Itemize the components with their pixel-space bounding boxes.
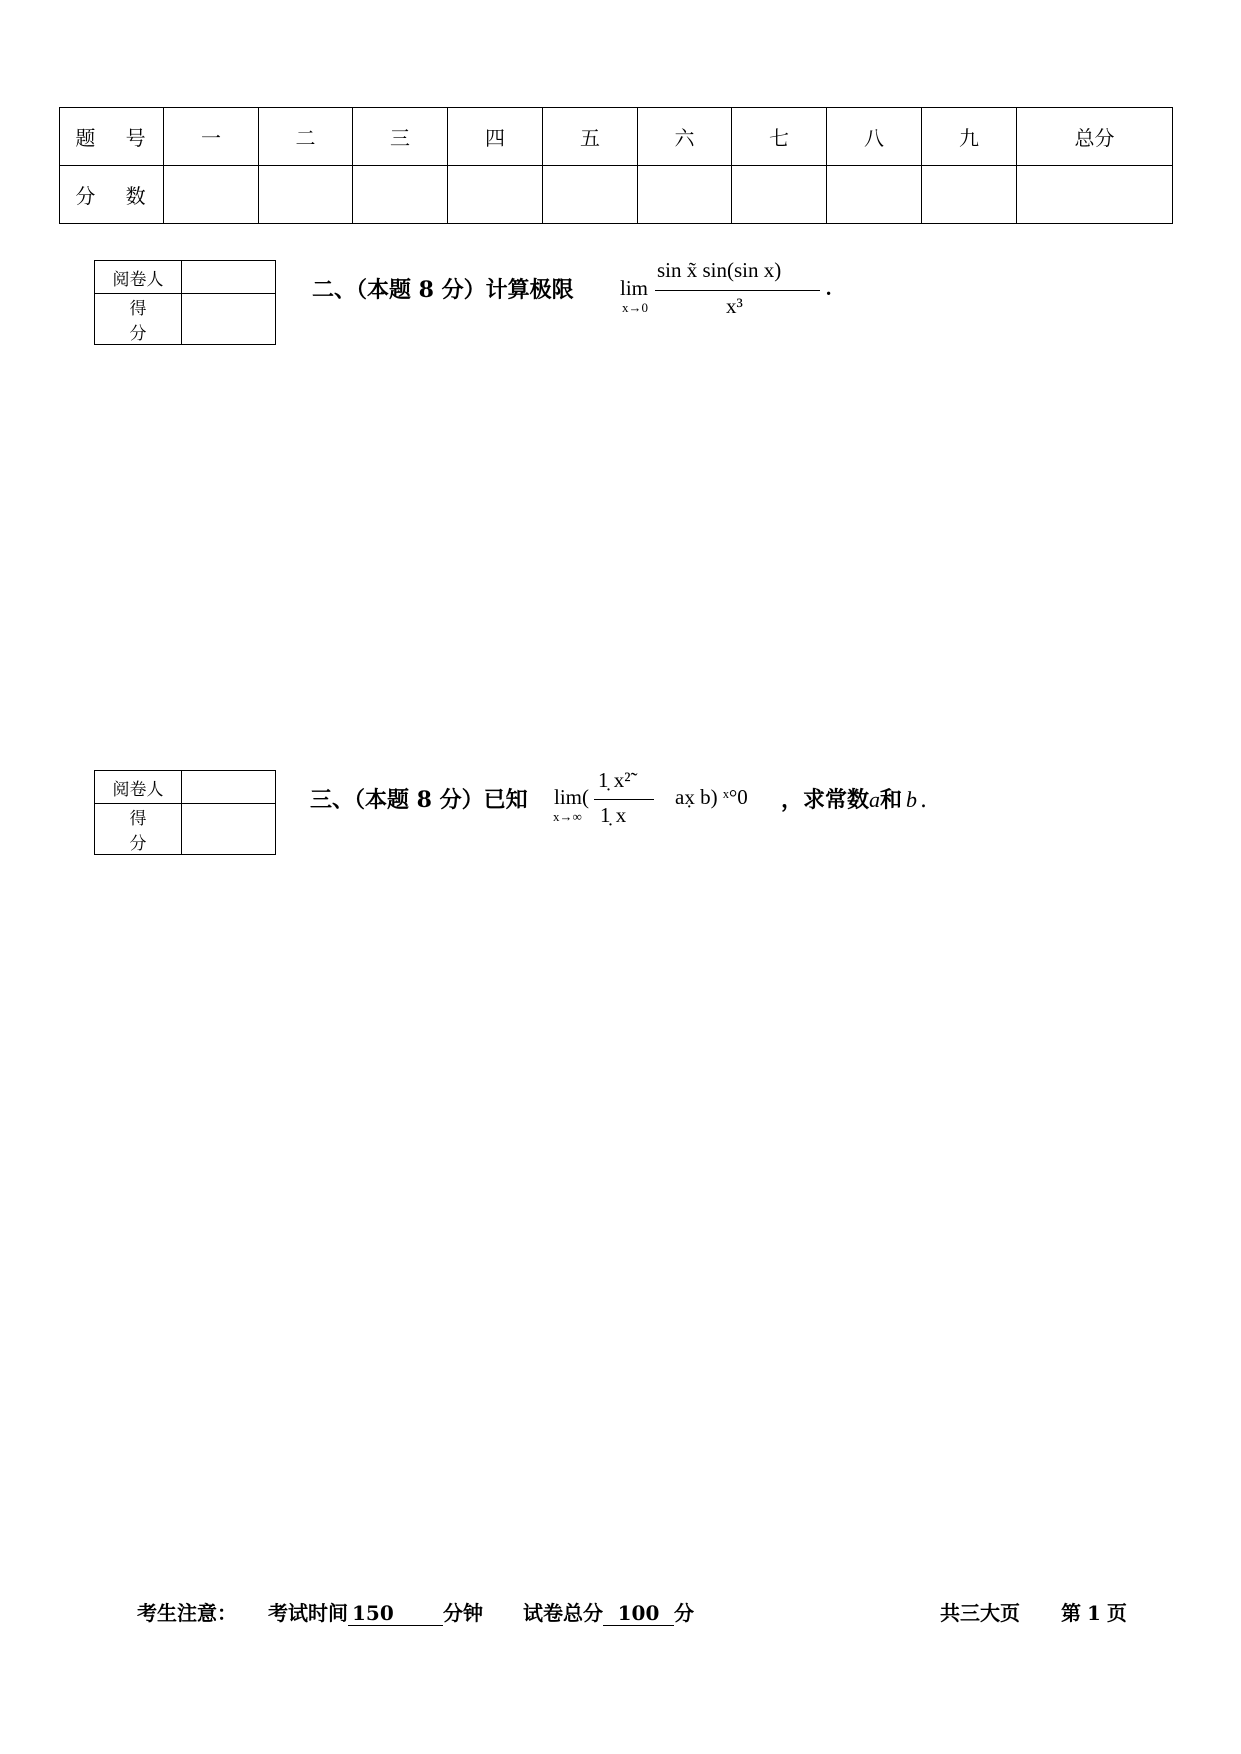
footer-time xyxy=(268,1597,483,1626)
q2-denominator: x³ xyxy=(726,294,743,318)
footer-notice: 考生注意： xyxy=(137,1601,237,1625)
footer-score-label: 试卷总分 xyxy=(523,1601,603,1625)
footer-pages-total: 共三大页 xyxy=(940,1601,1020,1625)
q2-grader-box xyxy=(94,260,276,345)
score-cell-8[interactable] xyxy=(827,166,922,224)
score-cell-3[interactable] xyxy=(353,166,448,224)
q3-reader-label: 阅卷人 xyxy=(95,771,182,804)
footer-page-num: 1 xyxy=(1087,1601,1101,1625)
q3-grader-box xyxy=(94,770,276,855)
q2-lim-sub: x→0 xyxy=(622,300,648,315)
q3-end: . xyxy=(920,788,928,813)
footer-score-value: 100 xyxy=(603,1601,674,1626)
footer-page-number xyxy=(1061,1597,1127,1626)
q2-fraction-bar xyxy=(655,290,820,291)
header-cell-total: 总分 xyxy=(1017,108,1173,166)
q2-score-field[interactable] xyxy=(182,294,276,345)
header-cell-1: 一 xyxy=(164,108,259,166)
header-cell-9: 九 xyxy=(922,108,1017,166)
footer-time-value: 150 xyxy=(348,1601,443,1626)
q2-title: 二、（本题 8 分）计算极限 xyxy=(312,277,574,303)
q3-reader-field[interactable] xyxy=(182,771,276,804)
q3-fraction-bar xyxy=(594,799,654,800)
q2-numerator: sin x̃ sin(sin x) xyxy=(657,258,782,282)
q3-numerator: 1̣ x²̃ xyxy=(598,768,631,792)
footer-page-prefix: 第 xyxy=(1061,1601,1081,1625)
footer-time-unit: 分钟 xyxy=(443,1601,483,1625)
q2-reader-field[interactable] xyxy=(182,261,276,294)
score-cell-5[interactable] xyxy=(543,166,638,224)
score-table-score-row xyxy=(60,166,1173,224)
q3-var-b: b xyxy=(906,787,918,812)
q3-score-field[interactable] xyxy=(182,804,276,855)
score-cell-4[interactable] xyxy=(448,166,543,224)
q2-score-label: 得 分 xyxy=(95,294,182,345)
header-cell-8: 八 xyxy=(827,108,922,166)
footer-score xyxy=(523,1597,694,1626)
score-row-label: 分 数 xyxy=(60,166,164,224)
header-cell-label: 题 号 xyxy=(60,108,164,166)
q3-and: 和 xyxy=(880,787,903,813)
score-cell-2[interactable] xyxy=(259,166,353,224)
header-cell-7: 七 xyxy=(732,108,827,166)
score-cell-9[interactable] xyxy=(922,166,1017,224)
q3-lim: lim( xyxy=(554,785,589,809)
footer-score-unit: 分 xyxy=(674,1601,694,1625)
score-table-header-row xyxy=(60,108,1173,166)
q3-score-label: 得 分 xyxy=(95,804,182,855)
header-cell-4: 四 xyxy=(448,108,543,166)
score-table xyxy=(59,107,1173,224)
header-cell-3: 三 xyxy=(353,108,448,166)
footer-page-suffix: 页 xyxy=(1106,1601,1127,1625)
q3-tail: ，求常数 xyxy=(781,787,870,813)
q2-reader-label: 阅卷人 xyxy=(95,261,182,294)
q2-end: . xyxy=(826,276,832,300)
header-cell-5: 五 xyxy=(543,108,638,166)
score-cell-1[interactable] xyxy=(164,166,259,224)
q3-rest: ax̣ b) ˣ°0 xyxy=(675,785,748,809)
q3-title: 三、（本题 8 分）已知 xyxy=(310,787,528,813)
q3-denominator: 1̣ x xyxy=(600,803,627,827)
q3-question-tail xyxy=(781,783,927,814)
q2-lim: lim xyxy=(620,276,649,300)
header-cell-6: 六 xyxy=(638,108,732,166)
score-cell-7[interactable] xyxy=(732,166,827,224)
score-cell-6[interactable] xyxy=(638,166,732,224)
score-cell-total[interactable] xyxy=(1017,166,1173,224)
footer-time-label: 考试时间 xyxy=(268,1601,348,1625)
q3-var-a: a xyxy=(869,787,881,812)
header-cell-2: 二 xyxy=(259,108,353,166)
q3-lim-sub: x→∞ xyxy=(553,809,582,824)
